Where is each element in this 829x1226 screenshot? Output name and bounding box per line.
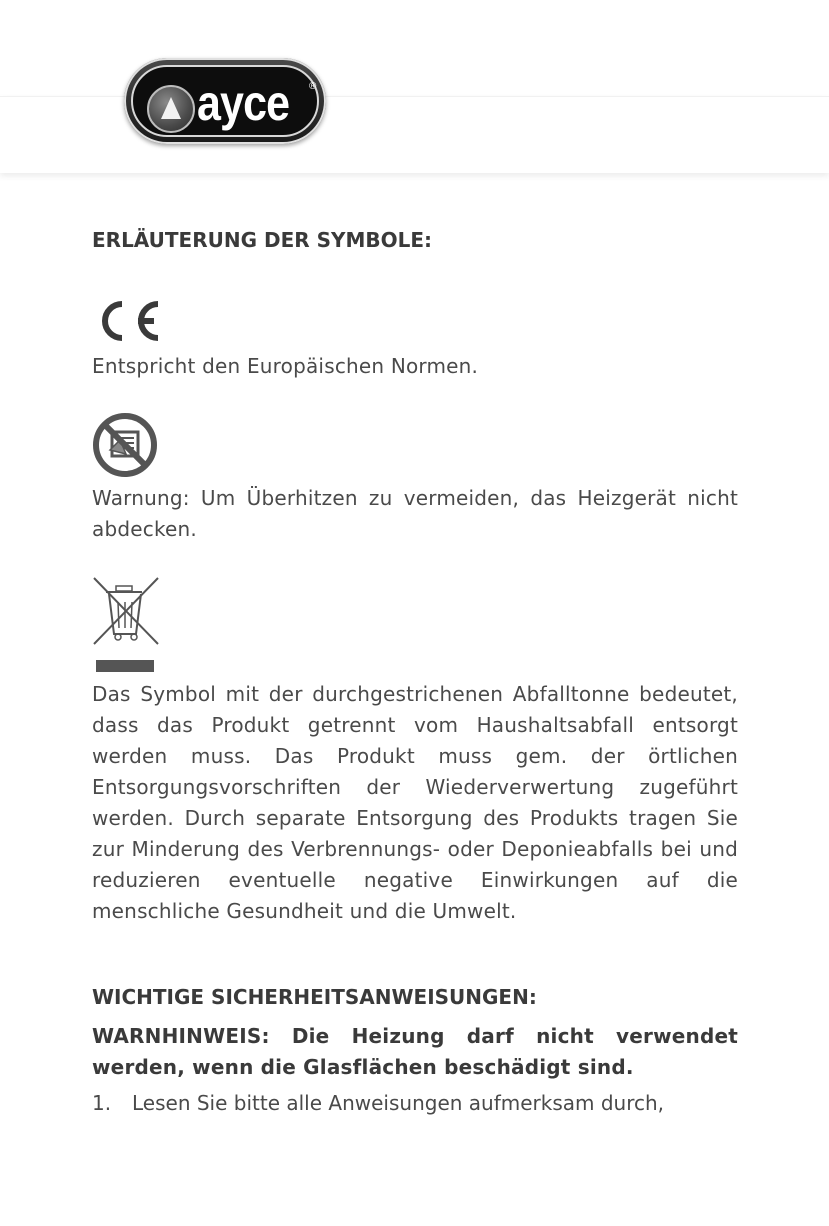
glass-warning: WARNHINWEIS: Die Heizung darf nicht verwendet werden, wenn die Glasflächen beschädigt sind. bbox=[92, 1024, 738, 1079]
weee-description: Das Symbol mit der durchgestrichenen Abfalltonne bedeutet, dass das Produkt getrennt vom Haushaltsabfall entsorgt werden muss. Das Produkt muss gem. der örtlichen Entsorgungsvorschriften der Wiederverwertung zugeführt werden. Durch separate Entsorgung des Produkts tragen Sie zur Minderung des Verbrennungs- oder Deponieabfalls bei und reduzieren eventuelle negative Einwirkungen auf die menschliche Gesundheit und die Umwelt. bbox=[92, 682, 738, 923]
symbols-heading: ERLÄUTERUNG DER SYMBOLE: bbox=[92, 228, 433, 252]
brand-logo bbox=[124, 58, 326, 144]
ce-description: Entspricht den Europäischen Normen. bbox=[92, 354, 479, 378]
do-not-cover-icon bbox=[90, 410, 160, 480]
safety-heading: WICHTIGE SICHERHEITSANWEISUNGEN: bbox=[92, 985, 537, 1009]
logo-badge bbox=[131, 65, 319, 137]
registered-mark: ® bbox=[309, 81, 317, 92]
logo-text: ayce bbox=[197, 75, 290, 131]
list-item-number: 1. bbox=[92, 1091, 112, 1115]
no-cover-description: Warnung: Um Überhitzen zu vermeiden, das Heizgerät nicht abdecken. bbox=[92, 486, 738, 541]
crossed-out-wheelie-bin-icon bbox=[90, 574, 162, 678]
list-item-text: Lesen Sie bitte alle Anweisungen aufmerksam durch, bbox=[132, 1091, 665, 1115]
logo-triangle-icon bbox=[147, 85, 195, 133]
ce-mark-icon bbox=[92, 298, 162, 344]
list-item bbox=[92, 1088, 738, 1119]
